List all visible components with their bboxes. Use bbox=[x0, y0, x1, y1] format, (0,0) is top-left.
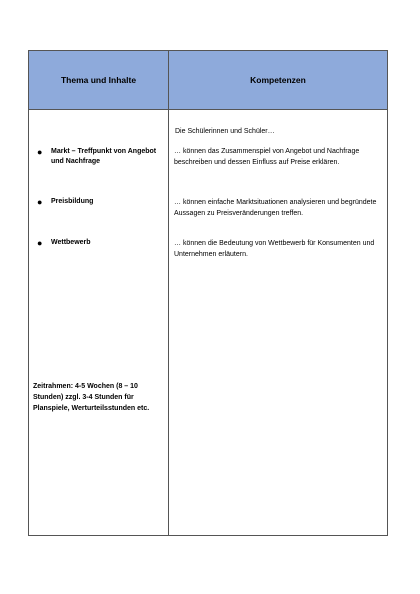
competency-intro: Die Schülerinnen und Schüler… bbox=[175, 128, 275, 135]
topic-label: Wettbewerb bbox=[51, 239, 91, 246]
topic-item bbox=[37, 238, 165, 250]
topic-item bbox=[37, 147, 165, 169]
topic-label: Preisbildung bbox=[51, 198, 94, 205]
header-thema-und-inhalte: Thema und Inhalte bbox=[60, 75, 137, 85]
topic-item bbox=[37, 197, 165, 209]
bullet-icon: ● bbox=[37, 238, 43, 248]
competency-item: … können einfache Marktsituationen analysieren und begründete Aussagen zu Preisveränderungen treffen. bbox=[174, 199, 377, 217]
column-divider bbox=[168, 51, 169, 535]
bullet-icon: ● bbox=[37, 147, 43, 157]
competency-item: … können die Bedeutung von Wettbewerb für Konsumenten und Unternehmen erläutern. bbox=[174, 240, 375, 258]
zeitrahmen-note: Zeitrahmen: 4-5 Wochen (8 – 10 Stunden) zzgl. 3-4 Stunden für Planspiele, Werturteilsstunden etc. bbox=[33, 383, 150, 412]
bullet-icon: ● bbox=[37, 197, 43, 207]
competency-item: … können das Zusammenspiel von Angebot und Nachfrage beschreiben und dessen Einfluss auf Preise erklären. bbox=[174, 148, 360, 166]
curriculum-table bbox=[28, 50, 388, 536]
topic-label: Markt – Treffpunkt von Angebot und Nachfrage bbox=[51, 148, 157, 165]
header-kompetenzen: Kompetenzen bbox=[250, 75, 306, 85]
